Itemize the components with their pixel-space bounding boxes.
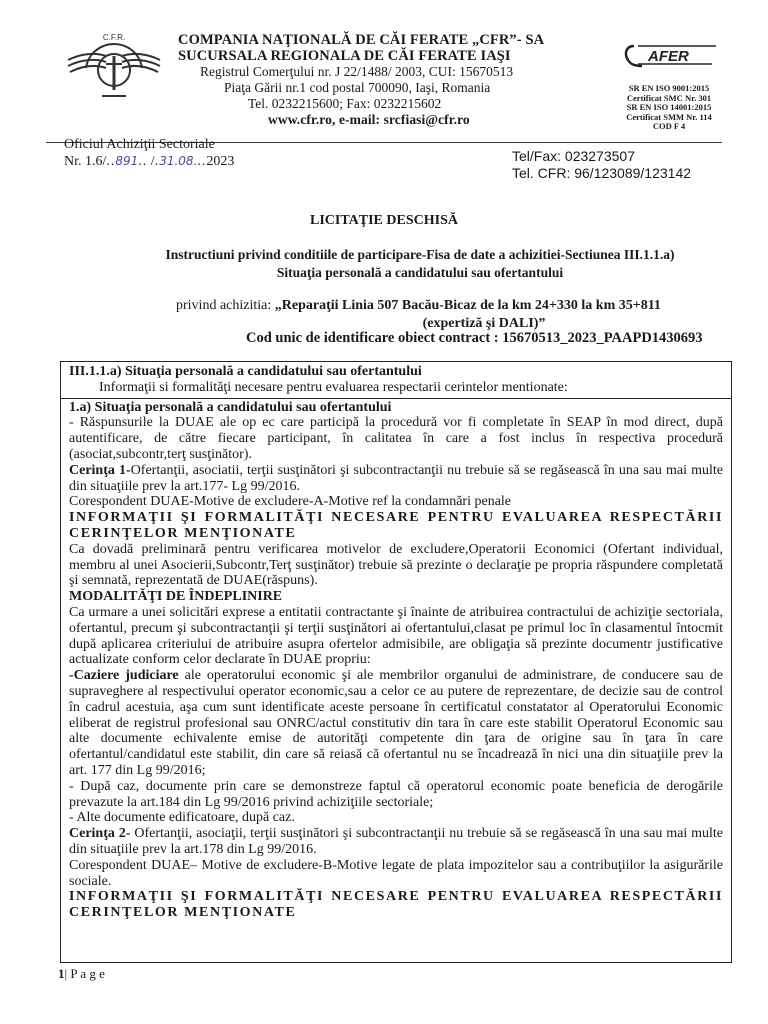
section-title: 1.a) Situaţia personală a candidatului sau ofertantului <box>69 399 392 415</box>
info-heading-2: INFORMAŢII ŞI FORMALITĂŢI NECESARE PENTRU EVALUAREA RESPECTĂRII CERINŢELOR MENŢIONATE <box>69 889 723 921</box>
criminal-records-text: ale operatorului economic şi ale membrilor organului de administrare, de conducere sau de supraveghere al respectivului operator economic,sau a celor ce au putere de reprezentare, de decizie sau de control în cadrul acestuia, aşa cum sunt identificate aceste persoane în certificatul constatator al Operatorului Economic eliberat de registrul profesional sau ONRC/actul constitutiv din tara în care este stabilit Operatorul Economic sau alte documente echivalente emise de autorităţi competente din ţara de origine sau în ţara în care ofertantul/candidatul este stabilit, din care să reiasă că ofertantul nu se încadrează în nici una din situaţiile prev la art. 177 din Lg 99/2016; <box>69 668 724 778</box>
privind-prefix: privind achizitia: <box>176 298 275 313</box>
nr-separator: / <box>147 154 155 169</box>
requirement-1 <box>69 463 723 495</box>
requirement-2-label: Cerinţa 2- <box>69 826 131 842</box>
cfr-wings-icon <box>60 30 168 100</box>
afer-logo <box>620 40 720 72</box>
requirement-2-duae: Corespondent DUAE– Motive de excludere-B-Motive legate de plata impozitelor sau a contribuţiilor la asigurările sociale. <box>69 857 723 889</box>
instructions-line-1: Instructiuni privind conditiile de participare-Fisa de date a achizitiei-Sectiunea III.1.1.a) <box>165 247 675 262</box>
page-footer <box>58 966 105 982</box>
afer-logo-text: AFER <box>648 48 689 65</box>
cert-line: SR EN ISO 9001:2015 <box>628 83 710 93</box>
requirement-2-text: Ofertanţii, asociaţii, terţii susţinători şi subcontractanţii nu trebuie să se regăsească în una sau mai multe din situaţiile prev la art.178 din Lg 99/2016. <box>69 826 723 857</box>
office-name: Oficiul Achiziţii Sectoriale <box>64 137 215 152</box>
acquisition-name-line-2: (expertiză şi DALI)” <box>422 316 546 331</box>
table-subheader: Informaţii si formalităţi necesare pentru evaluarea respectarii cerintelor mentionate: <box>61 380 731 399</box>
requirement-1-duae: Corespondent DUAE-Motive de excludere-A-Motive ref la condamnări penale <box>69 494 512 510</box>
office-reference <box>64 136 234 170</box>
requirement-1-text: Ofertanţii, asociatii, terţii susţinători şi subcontractanţii nu trebuie să se regăsească în una sau mai multe din situaţiile prev la art.177- Lg 99/2016. <box>69 462 724 494</box>
registry-line: Registrul Comerţului nr. J 22/1488/ 2003, CUI: 15670513 <box>200 64 514 79</box>
requirement-2 <box>69 826 723 858</box>
letterhead <box>178 32 598 128</box>
instructions-heading <box>100 246 740 282</box>
cfr-logo-text: C.F.R. <box>102 33 126 42</box>
acquisition-name: „Reparaţii Linia 507 Bacău-Bicaz de la km 24+330 la km 35+811 <box>274 298 661 313</box>
web-email-line: www.cfr.ro, e-mail: srcfiasi@cfr.ro <box>268 112 470 127</box>
document-title: LICITAŢIE DESCHISĂ <box>310 213 458 228</box>
tel-fax: Tel/Fax: 023273507 <box>512 148 635 164</box>
page-label: | P a g e <box>64 966 105 981</box>
cert-line: SR EN ISO 14001:2015 <box>626 102 712 112</box>
criminal-records-label: -Caziere judiciare <box>69 668 179 684</box>
cert-line: COD F 4 <box>652 121 686 131</box>
requirement-1-label: Cerinţa 1- <box>69 462 131 478</box>
fulfillment-paragraph: Ca urmare a unei solicitări exprese a entitatii contractante şi înainte de atribuirea contractului de achiziţie sectoriala, ofertantul, precum şi subcontractanţii şi terţii susţinători ai ofertantului,clasat pe primul loc în clasamentul întocmit după aplicarea criteriului de atribuire asupra ofertelor admisibile, are obligaţia să prezinte documentr justificative actualizate conform celor declarate în DUAE propriu: <box>69 604 723 668</box>
cert-line: Certificat SMM Nr. 114 <box>626 111 712 122</box>
tel-cfr: Tel. CFR: 96/123089/123142 <box>512 165 692 181</box>
nr-year: 2023 <box>206 154 235 169</box>
page-number: 1 <box>58 966 65 981</box>
info-paragraph: Ca dovadă preliminară pentru verificarea motivelor de excludere,Operatorii Economici (Ofertant individual, membru al unei Asocierii,Subcontr,Terţ susţinător) trebuie să prezinte o declaraţie pe propria răspundere completată şi semnată, reprezentată de DUAE(răspuns). <box>69 541 723 589</box>
requirements-table <box>60 361 732 963</box>
criminal-records <box>69 668 723 779</box>
other-documents: - Alte documente edificatoare, după caz. <box>69 810 295 826</box>
table-content <box>61 399 731 921</box>
handwritten-number: 891 <box>115 154 139 168</box>
handwritten-date: 31.08. <box>159 154 198 168</box>
cfr-logo <box>60 30 168 100</box>
nr-prefix: Nr. 1.6/ <box>64 154 107 169</box>
contact-block <box>512 148 691 182</box>
afer-logo-icon <box>620 40 720 72</box>
duae-paragraph: - Răspunsurile la DUAE ale op ec care participă la procedură vor fi completate în SEAP în mod direct, după autentificare, de către fiecare participant, în calitatea în care a fost inclus în respectiva procedură (asociat,subcontr,terţ susţinător). <box>69 415 723 462</box>
phone-fax-line: Tel. 0232215600; Fax: 0232215602 <box>248 96 442 111</box>
info-heading-1: INFORMAŢII ŞI FORMALITĂŢI NECESARE PENTRU EVALUAREA RESPECTĂRII CERINŢELOR MENŢIONATE <box>69 510 723 541</box>
acquisition-subject <box>176 297 732 333</box>
contract-code: Cod unic de identificare obiect contract : 15670513_2023_PAAPD1430693 <box>246 330 703 346</box>
company-name: COMPANIA NAŢIONALĂ DE CĂI FERATE „CFR”- SA <box>178 32 545 48</box>
certifications <box>604 84 734 132</box>
fulfillment-heading: MODALITĂŢI DE ÎNDEPLINIRE <box>69 589 283 605</box>
cert-line: Certificat SMC Nr. 301 <box>626 92 712 103</box>
instructions-line-2: Situaţia personală a candidatului sau ofertantului <box>276 265 564 280</box>
derogations-paragraph: - După caz, documente prin care se demonstreze faptul că operatorul economic poate beneficia de derogările prevazute la art.184 din Lg 99/2016 privind achiziţiile sectoriale; <box>69 778 723 810</box>
table-header: III.1.1.a) Situaţia personală a candidatului sau ofertantului <box>69 364 422 379</box>
registration-number: Nr. 1.6/..891.. /.31.08...2023 <box>64 154 235 169</box>
address-line: Piaţa Gării nr.1 cod postal 700090, Iaşi, Romania <box>224 80 491 95</box>
branch-name: SUCURSALA REGIONALA DE CĂI FERATE IAŞI <box>178 48 511 64</box>
